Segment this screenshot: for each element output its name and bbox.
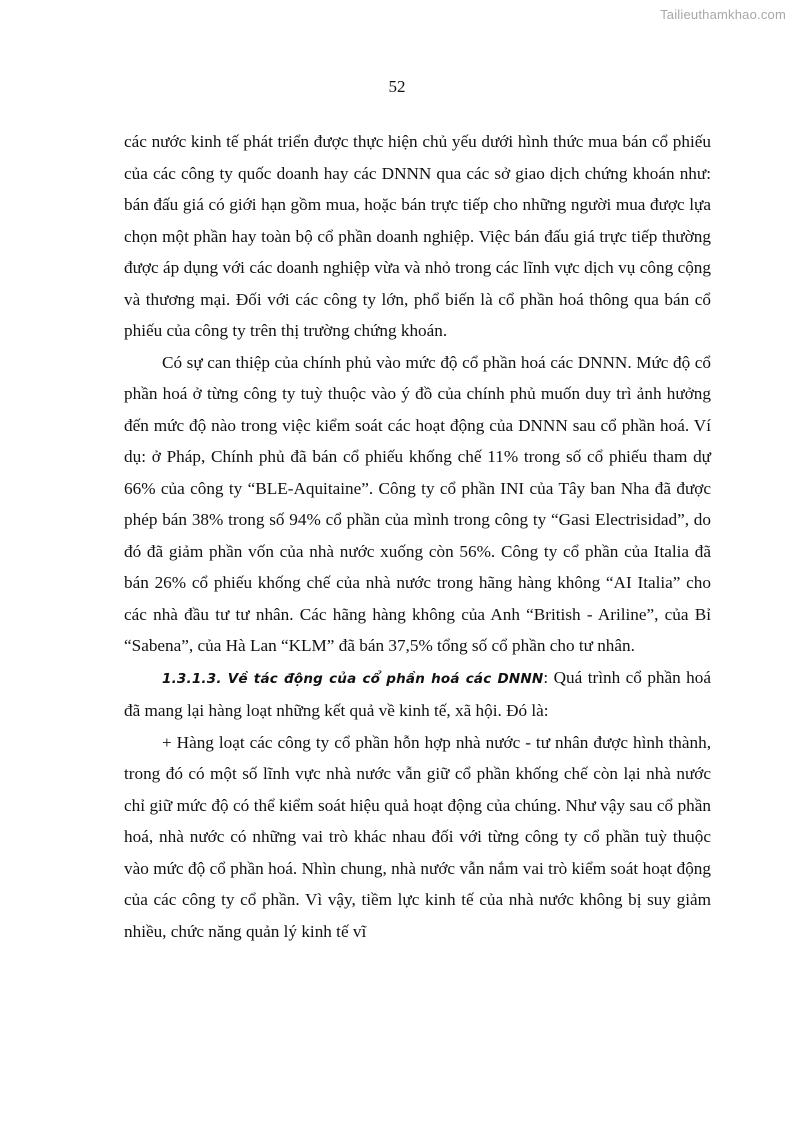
section-heading: 1.3.1.3. Về tác động của cổ phần hoá các DNNN (162, 670, 544, 687)
page-number: 52 (388, 77, 406, 96)
section-intro-text: : Quá trình cổ phần hoá đã mang lại hàng loạt những kết quả về kinh tế, xã hội. Đó là: (124, 667, 711, 720)
paragraph-section-impact (124, 662, 711, 727)
paragraph-mixed-companies: + Hàng loạt các công ty cổ phần hỗn hợp nhà nước - tư nhân được hình thành, trong đó có một số lĩnh vực nhà nước vẫn giữ cổ phần khống chế còn lại nhà nước chỉ giữ mức độ có thể kiểm soát hiệu quả hoạt động của chúng. Như vậy sau cổ phần hoá, nhà nước có những vai trò khác nhau đối với từng công ty cổ phần tuỳ thuộc vào mức độ cổ phần hoá. Nhìn chung, nhà nước vẫn nắm vai trò kiểm soát hoạt động của các công ty cổ phần. Vì vậy, tiềm lực kinh tế của nhà nước không bị suy giảm nhiều, chức năng quản lý kinh tế vĩ (124, 732, 711, 941)
body-text (124, 126, 711, 947)
paragraph-continuation: các nước kinh tế phát triển được thực hiện chủ yếu dưới hình thức mua bán cổ phiếu của các công ty quốc doanh hay các DNNN qua các sở giao dịch chứng khoán như: bán đấu giá có giới hạn gồm mua, hoặc bán trực tiếp cho những người mua được lựa chọn một phần hay toàn bộ cổ phần doanh nghiệp. Việc bán đấu giá trực tiếp thường được áp dụng với các doanh nghiệp vừa và nhỏ trong các lĩnh vực dịch vụ công cộng và thương mại. Đối với các công ty lớn, phổ biến là cổ phần hoá thông qua bán cổ phiếu của công ty trên thị trường chứng khoán. (124, 132, 711, 340)
paragraph-government-intervention: Có sự can thiệp của chính phủ vào mức độ cổ phần hoá các DNNN. Mức độ cổ phần hoá ở từng công ty tuỳ thuộc vào ý đồ của chính phủ muốn duy trì ảnh hưởng đến mức độ nào trong việc kiểm soát các hoạt động của DNNN sau cổ phần hoá. Ví dụ: ở Pháp, Chính phủ đã bán cổ phiếu khống chế 11% trong số cổ phiếu tham dự 66% của công ty “BLE-Aquitaine”. Công ty cổ phần INI của Tây ban Nha đã được phép bán 38% trong số 94% cổ phần của mình trong công ty “Gasi Electrisidad”, do đó đã giảm phần vốn của nhà nước xuống còn 56%. Công ty cổ phần của Italia đã bán 26% cổ phiếu khống chế của nhà nước trong hãng hàng không “AI Italia” cho các nhà đầu tư tư nhân. Các hãng hàng không của Anh “British - Ariline”, của Bỉ “Sabena”, của Hà Lan “KLM” đã bán 37,5% tổng số cổ phần cho tư nhân. (124, 352, 711, 655)
watermark-text: Tailieuthamkhao.com (660, 7, 786, 22)
